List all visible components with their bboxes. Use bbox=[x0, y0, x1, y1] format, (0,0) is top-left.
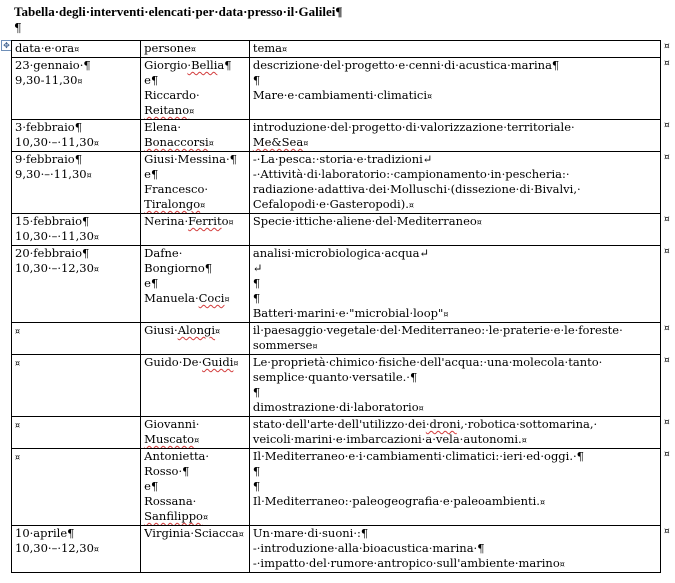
cell-topic[interactable] bbox=[249, 58, 660, 120]
people-last-line bbox=[144, 103, 247, 119]
topic-line: Un·mare·di·suoni·:¶ bbox=[252, 526, 369, 540]
topic-line: ↵ bbox=[252, 261, 263, 275]
cell-end-mark: ¤ bbox=[200, 201, 206, 210]
cell-date[interactable] bbox=[12, 323, 141, 355]
row-end-mark: ¤ bbox=[664, 246, 670, 257]
people-line: Rosso·¶ bbox=[144, 464, 190, 478]
cell-people[interactable] bbox=[141, 323, 250, 355]
topic-line: Batteri·marini·e·"microbial·loop" bbox=[252, 306, 444, 320]
table-row bbox=[12, 246, 661, 323]
spellcheck-underline: Bonaccorsi bbox=[144, 135, 209, 149]
topic-last-line bbox=[253, 556, 658, 572]
cell-end-mark: ¤ bbox=[93, 139, 99, 148]
cell-topic[interactable] bbox=[249, 214, 660, 246]
topic-last-line bbox=[253, 214, 658, 230]
people-last-line bbox=[144, 291, 247, 307]
cell-date[interactable] bbox=[12, 120, 141, 152]
date-last-line bbox=[15, 135, 138, 151]
cell-topic[interactable] bbox=[249, 246, 660, 323]
cell-end-mark: ¤ bbox=[15, 359, 21, 368]
people-line bbox=[144, 103, 189, 117]
cell-people[interactable] bbox=[141, 246, 250, 323]
people-line: Francesco· bbox=[144, 182, 209, 196]
topic-last-line bbox=[253, 432, 658, 448]
topic-line: veicoli·marini·e·imbarcazioni·a·vela·autonomi. bbox=[252, 432, 522, 446]
people-last-line bbox=[144, 323, 247, 339]
topic-line: Le·proprietà·chimico·fisiche·dell'acqua:·una·molecola·tanto· bbox=[252, 355, 603, 369]
topic-line: ¶ bbox=[252, 479, 261, 493]
table-row bbox=[12, 449, 661, 526]
cell-end-mark: ¤ bbox=[189, 107, 195, 116]
topic-line: Cefalopodi·e·Gasteropodi). bbox=[252, 197, 409, 211]
header-topic-label: tema bbox=[252, 41, 283, 55]
cell-end-mark: ¤ bbox=[233, 359, 239, 368]
topic-last-line bbox=[253, 338, 658, 354]
cell-date[interactable] bbox=[12, 214, 141, 246]
cell-end-mark: ¤ bbox=[539, 498, 546, 507]
spellcheck-underline: Muscato bbox=[144, 432, 195, 446]
cell-end-mark: ¤ bbox=[282, 45, 288, 54]
date-line: 9,30·–·11,30 bbox=[15, 167, 87, 181]
schedule-table bbox=[11, 40, 661, 573]
cell-people[interactable] bbox=[141, 355, 250, 417]
topic-last-line bbox=[253, 88, 658, 104]
topic-last-line bbox=[253, 306, 658, 322]
date-last-line bbox=[15, 73, 138, 89]
date-last-line bbox=[15, 417, 138, 433]
cell-topic[interactable] bbox=[249, 449, 660, 526]
people-line: Giusi·Alongi bbox=[144, 323, 216, 337]
date-last-line bbox=[15, 541, 138, 557]
cell-topic[interactable] bbox=[249, 526, 660, 573]
cell-end-mark: ¤ bbox=[238, 530, 244, 539]
people-line: e¶ bbox=[144, 276, 159, 290]
spellcheck-underline: Coci bbox=[198, 291, 225, 305]
row-end-mark: ¤ bbox=[664, 417, 670, 428]
spellcheck-underline: ·dron bbox=[425, 417, 457, 431]
topic-last-line bbox=[253, 400, 658, 416]
people-line: Manuela·Coci bbox=[144, 291, 225, 305]
date-line: 23·gennaio·¶ bbox=[15, 58, 91, 72]
cell-people[interactable] bbox=[141, 526, 250, 573]
table-row bbox=[12, 58, 661, 120]
date-line: 10,30·–·11,30 bbox=[15, 135, 94, 149]
date-last-line bbox=[15, 323, 138, 339]
spellcheck-underline: Sanfilippo bbox=[144, 509, 203, 523]
people-last-line bbox=[144, 197, 247, 213]
cell-people[interactable] bbox=[141, 417, 250, 449]
topic-line: sommerse bbox=[252, 338, 313, 352]
topic-line: -·La·pesca:·storia·e·tradizioni↵ bbox=[252, 152, 433, 166]
cell-date[interactable] bbox=[12, 526, 141, 573]
people-line: e¶ bbox=[144, 73, 159, 87]
cell-topic[interactable] bbox=[249, 417, 660, 449]
topic-line: descrizione·del·progetto·e·cenni·di·acustica·marina¶ bbox=[252, 58, 560, 72]
date-line: 10,30·–·12,30 bbox=[15, 541, 94, 555]
topic-line: ¶ bbox=[252, 276, 261, 290]
cell-end-mark: ¤ bbox=[418, 404, 424, 413]
cell-date[interactable] bbox=[12, 246, 141, 323]
cell-end-mark: ¤ bbox=[521, 436, 527, 445]
spellcheck-underline: ·Belli bbox=[187, 58, 218, 72]
table-row bbox=[12, 214, 661, 246]
cell-people[interactable] bbox=[141, 58, 250, 120]
people-line: Virginia·Sciacca bbox=[144, 526, 239, 540]
topic-line: dimostrazione·di·laboratorio bbox=[252, 400, 419, 414]
cell-end-mark: ¤ bbox=[15, 327, 21, 336]
cell-end-mark: ¤ bbox=[86, 171, 92, 180]
cell-end-mark: ¤ bbox=[190, 45, 196, 54]
cell-end-mark: ¤ bbox=[203, 513, 209, 522]
topic-line bbox=[253, 135, 303, 149]
people-last-line bbox=[144, 509, 247, 525]
people-line: Bongiorno¶ bbox=[144, 261, 213, 275]
people-line: e¶ bbox=[144, 167, 159, 181]
topic-line: ¶ bbox=[252, 291, 261, 305]
date-line: 15·febbraio¶ bbox=[15, 214, 90, 228]
cell-topic[interactable] bbox=[249, 323, 660, 355]
cell-date[interactable] bbox=[12, 355, 141, 417]
table-row bbox=[12, 120, 661, 152]
row-end-mark: ¤ bbox=[664, 526, 670, 537]
cell-end-mark: ¤ bbox=[74, 45, 80, 54]
people-line bbox=[144, 509, 203, 523]
cell-date[interactable] bbox=[12, 152, 141, 214]
topic-line: ¶ bbox=[252, 385, 261, 399]
row-end-mark: ¤ bbox=[664, 449, 670, 460]
spellcheck-underline: Alongi bbox=[177, 323, 216, 337]
date-last-line bbox=[15, 229, 138, 245]
people-line: Guido·De·Guidi bbox=[144, 355, 234, 369]
topic-line: semplice·quanto·versatile.·¶ bbox=[252, 370, 418, 384]
people-line bbox=[144, 432, 194, 446]
topic-line: Mare·e·cambiamenti·climatici bbox=[252, 88, 428, 102]
cell-end-mark: ¤ bbox=[443, 310, 449, 319]
cell-date[interactable] bbox=[12, 449, 141, 526]
date-line: 10·aprile¶ bbox=[15, 526, 75, 540]
document-title: Tabella·degli·interventi·elencati·per·data·presso·il·Galilei¶ bbox=[14, 4, 343, 19]
topic-line: Specie·ittiche·aliene·del·Mediterraneo bbox=[252, 214, 477, 228]
people-last-line bbox=[144, 135, 247, 151]
table-header-row bbox=[12, 41, 661, 58]
date-last-line bbox=[15, 261, 138, 277]
header-cell-topic[interactable] bbox=[249, 41, 660, 58]
row-end-mark: ¤ bbox=[664, 152, 670, 163]
cell-date[interactable] bbox=[12, 58, 141, 120]
cell-end-mark: ¤ bbox=[15, 421, 21, 430]
people-line: Nerina·Ferrito bbox=[144, 214, 229, 228]
row-end-mark: ¤ bbox=[664, 41, 670, 52]
header-cell-date[interactable] bbox=[12, 41, 141, 58]
topic-line: -·introduzione·alla·bioacustica·marina·¶ bbox=[252, 541, 485, 555]
topic-line: -·impatto·del·rumore·antropico·sull'ambiente·marino bbox=[252, 556, 560, 570]
spellcheck-underline: Tiralongo bbox=[144, 197, 201, 211]
cell-end-mark: ¤ bbox=[303, 139, 309, 148]
topic-line: ¶ bbox=[252, 73, 261, 87]
topic-last-line bbox=[253, 135, 658, 151]
spellcheck-underline: Reitano bbox=[144, 103, 190, 117]
cell-end-mark: ¤ bbox=[93, 545, 99, 554]
cell-people[interactable] bbox=[141, 449, 250, 526]
topic-line: radiazione·adattiva·dei·Molluschi·(dissezione·di·Bivalvi,· bbox=[252, 182, 581, 196]
date-line: 10,30·–·11,30 bbox=[15, 229, 94, 243]
row-end-mark: ¤ bbox=[664, 323, 670, 334]
date-last-line bbox=[15, 167, 138, 183]
table-row bbox=[12, 417, 661, 449]
cell-people[interactable] bbox=[141, 214, 250, 246]
spellcheck-underline: Guidi bbox=[202, 355, 234, 369]
date-line: 9·febbraio¶ bbox=[15, 152, 83, 166]
table-row bbox=[12, 355, 661, 417]
people-line: Giusi·Messina·¶ bbox=[144, 152, 237, 166]
row-end-mark: ¤ bbox=[664, 58, 670, 69]
topic-line: analisi·microbiologica·acqua↵ bbox=[252, 246, 430, 260]
topic-line: -·Attività·di·laboratorio:·campionamento·in·pescheria:· bbox=[252, 167, 570, 181]
date-line: 10,30·–·12,30 bbox=[15, 261, 94, 275]
cell-end-mark: ¤ bbox=[93, 233, 99, 242]
date-last-line bbox=[15, 449, 138, 465]
topic-line: il·paesaggio·vegetale·del·Mediterraneo:·le·praterie·e·le·foreste· bbox=[252, 323, 623, 337]
people-last-line bbox=[144, 432, 247, 448]
cell-people[interactable] bbox=[141, 152, 250, 214]
row-end-mark: ¤ bbox=[664, 120, 670, 131]
cell-topic[interactable] bbox=[249, 152, 660, 214]
cell-end-mark: ¤ bbox=[77, 77, 83, 86]
cell-end-mark: ¤ bbox=[93, 265, 99, 274]
topic-line: stato·dell'arte·dell'utilizzo·dei·droni,·robotica·sottomarina,· bbox=[252, 417, 598, 431]
table-row bbox=[12, 152, 661, 214]
topic-line: Il·Mediterraneo·e·i·cambiamenti·climatici:·ieri·ed·oggi.·¶ bbox=[252, 449, 584, 463]
cell-end-mark: ¤ bbox=[408, 201, 414, 210]
people-last-line bbox=[144, 355, 247, 371]
cell-end-mark: ¤ bbox=[208, 139, 214, 148]
table-row bbox=[12, 526, 661, 573]
date-line: 9,30-11,30 bbox=[15, 73, 78, 87]
people-line: Giovanni· bbox=[144, 417, 200, 431]
cell-end-mark: ¤ bbox=[559, 560, 565, 569]
cell-end-mark: ¤ bbox=[15, 453, 21, 462]
table-move-handle-icon[interactable]: ✥ bbox=[1, 40, 12, 51]
people-last-line bbox=[144, 214, 247, 230]
people-line: e¶ bbox=[144, 479, 159, 493]
people-last-line bbox=[144, 526, 247, 542]
people-line: Riccardo· bbox=[144, 88, 200, 102]
cell-end-mark: ¤ bbox=[224, 295, 230, 304]
people-line: Giorgio·Bellia¶ bbox=[144, 58, 232, 72]
cell-end-mark: ¤ bbox=[215, 327, 221, 336]
header-cell-people[interactable] bbox=[141, 41, 250, 58]
table-row bbox=[12, 323, 661, 355]
topic-last-line bbox=[253, 494, 658, 510]
people-line: Dafne· bbox=[144, 246, 183, 260]
cell-end-mark: ¤ bbox=[427, 92, 433, 101]
spellcheck-underline: Me&Sea bbox=[252, 135, 304, 149]
row-end-mark: ¤ bbox=[664, 214, 670, 225]
topic-line: introduzione·del·progetto·di·valorizzazione·territoriale· bbox=[252, 120, 575, 134]
date-line: 20·febbraio¶ bbox=[15, 246, 90, 260]
cell-date[interactable] bbox=[12, 417, 141, 449]
cell-end-mark: ¤ bbox=[476, 218, 482, 227]
cell-people[interactable] bbox=[141, 120, 250, 152]
header-date-label: data·e·ora bbox=[15, 41, 75, 55]
people-line bbox=[144, 135, 209, 149]
cell-topic[interactable] bbox=[249, 355, 660, 417]
date-last-line bbox=[15, 355, 138, 371]
date-line: 3·febbraio¶ bbox=[15, 120, 83, 134]
people-line: Elena· bbox=[144, 120, 181, 134]
paragraph-mark: ¶ bbox=[14, 21, 22, 35]
row-end-mark: ¤ bbox=[664, 355, 670, 366]
cell-end-mark: ¤ bbox=[194, 436, 200, 445]
people-line bbox=[144, 197, 200, 211]
cell-end-mark: ¤ bbox=[228, 218, 234, 227]
people-line: Antonietta· bbox=[144, 449, 210, 463]
topic-last-line bbox=[253, 197, 658, 213]
people-line: Rossana· bbox=[144, 494, 197, 508]
spellcheck-underline: Ferrit bbox=[188, 214, 222, 228]
cell-end-mark: ¤ bbox=[312, 342, 318, 351]
header-people-label: persone bbox=[144, 41, 191, 55]
cell-topic[interactable] bbox=[249, 120, 660, 152]
topic-line: Il·Mediterraneo:·paleogeografia·e·paleoambienti. bbox=[252, 494, 540, 508]
topic-line: ¶ bbox=[252, 464, 261, 478]
